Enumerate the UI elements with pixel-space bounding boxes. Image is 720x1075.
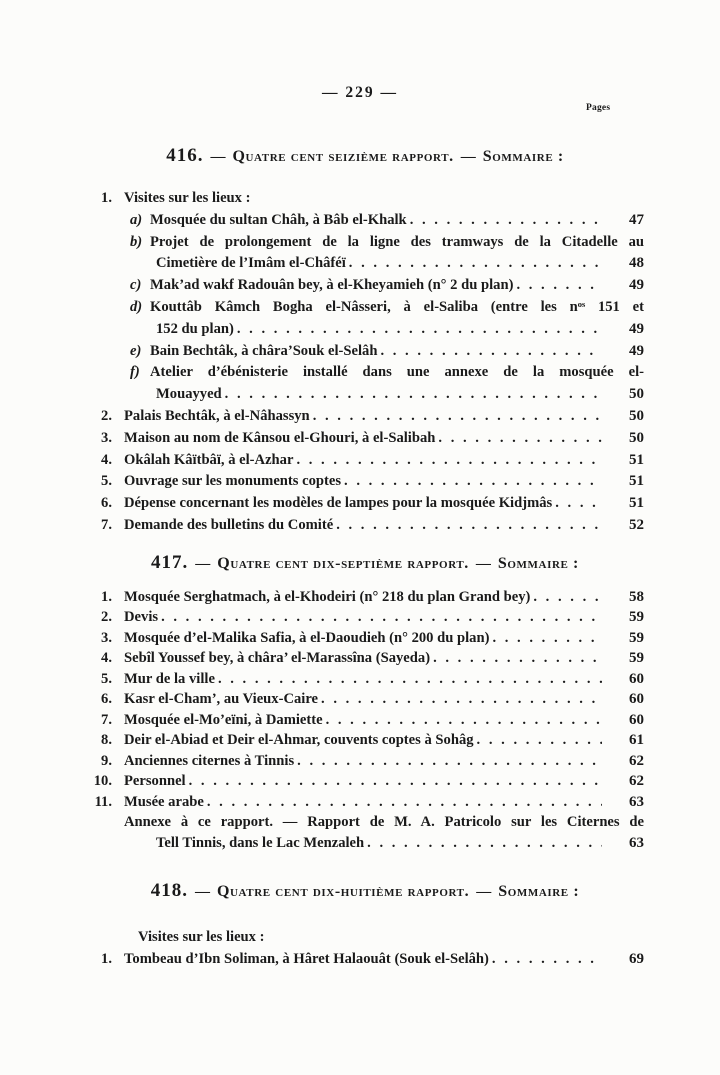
entry-number: 2. (101, 407, 112, 424)
toc-entry (86, 188, 644, 210)
page-ref: 50 (629, 386, 644, 403)
dot-leader (367, 833, 602, 854)
page-ref: 60 (629, 670, 644, 687)
section-heading-416 (86, 145, 644, 167)
pages-column-header: Pages (586, 103, 611, 113)
dot-leader (161, 607, 602, 628)
toc-entry (86, 771, 644, 792)
page-ref: 49 (629, 277, 644, 294)
entry-text: Atelier d’ébénisterie installé dans une annexe de la mosquée el- (150, 364, 644, 381)
entry-number: 6. (101, 691, 112, 708)
dot-leader (207, 792, 602, 813)
entry-number: 3. (101, 629, 112, 646)
toc-entry (86, 232, 644, 254)
entry-text: Ouvrage sur les monuments coptes (124, 473, 342, 490)
toc-entry (86, 669, 644, 690)
toc-entry (86, 751, 644, 772)
toc-entry (86, 628, 644, 649)
toc-list-418 (86, 927, 644, 970)
entry-letter: c) (130, 277, 142, 294)
toc-entry (86, 493, 644, 515)
entry-text: 152 du plan) (156, 320, 234, 337)
entry-number: 5. (101, 670, 112, 687)
toc-entry-annexe (86, 812, 644, 833)
dot-leader (477, 730, 602, 751)
entry-number: 7. (101, 711, 112, 728)
toc-entry-intro (86, 927, 644, 949)
toc-entry (86, 406, 644, 428)
entry-text: Visites sur les lieux : (124, 190, 251, 206)
toc-entry (86, 587, 644, 608)
page-ref: 51 (629, 473, 644, 490)
entry-text: Visites sur les lieux : (138, 929, 265, 946)
report-number: 418. (150, 880, 188, 902)
section-heading-417 (86, 552, 644, 574)
entry-text: Cimetière de l’Imâm el-Châféï (156, 255, 346, 272)
dash-separator: — (475, 555, 491, 572)
page-ref: 62 (629, 752, 644, 769)
page-ref: 52 (629, 516, 644, 533)
toc-entry (86, 710, 644, 731)
toc-entry (86, 648, 644, 669)
entry-letter: f) (130, 364, 140, 381)
entry-number: 1. (101, 588, 112, 605)
toc-entry (86, 730, 644, 751)
page-ref: 48 (629, 255, 644, 272)
entry-number: 4. (101, 650, 112, 667)
dot-leader (492, 628, 602, 649)
report-title: Quatre cent dix-septième rapport. (217, 554, 469, 572)
dash-separator: — (195, 555, 211, 572)
entry-text: Projet de prolongement de la ligne des tramways de la Citadelle au (150, 233, 644, 250)
entry-text: Mosquée d’el-Malika Safia, à el-Daoudieh (n° 200 du plan) (124, 629, 490, 646)
dot-leader (218, 669, 602, 690)
toc-entry (86, 341, 644, 363)
dash-separator: — (476, 884, 492, 901)
entry-text: Mur de la ville (124, 670, 215, 687)
entry-number: 8. (101, 732, 112, 749)
entry-text: Kouttâb Kâmch Bogha el-Nâsseri, à el-Saliba (entre les nᵒˢ 151 et (150, 298, 644, 315)
dot-leader (296, 450, 602, 472)
entry-number: 1. (101, 190, 112, 206)
entry-text: Musée arabe (124, 793, 204, 810)
toc-entry (86, 515, 644, 537)
dot-leader (516, 275, 602, 297)
toc-entry (86, 471, 644, 493)
toc-entry-continuation (86, 833, 644, 854)
entry-text: Bain Bechtâk, à châra’Souk el-Selâh (150, 342, 378, 359)
dot-leader (237, 319, 602, 341)
entry-letter: a) (130, 211, 143, 228)
toc-entry-continuation (86, 319, 644, 341)
dot-leader (380, 341, 602, 363)
dot-leader (492, 949, 602, 971)
entry-text: Annexe à ce rapport. — Rapport de M. A. Patricolo sur les Citernes de (124, 814, 644, 831)
entry-number: 1. (101, 950, 112, 967)
dot-leader (225, 384, 602, 406)
page-ref: 59 (629, 609, 644, 626)
dot-leader (313, 406, 602, 428)
page-ref: 63 (629, 834, 644, 851)
entry-text: Okâlah Kâïtbâï, à el-Azhar (124, 451, 294, 468)
toc-list-417 (86, 587, 644, 854)
page-ref: 60 (629, 711, 644, 728)
page-ref: 50 (629, 429, 644, 446)
page-ref: 47 (629, 211, 644, 228)
toc-entry (86, 792, 644, 813)
page-ref: 60 (629, 691, 644, 708)
page-ref: 49 (629, 342, 644, 359)
dot-leader (189, 771, 602, 792)
dot-leader (297, 751, 602, 772)
entry-text: Maison au nom de Kânsou el-Ghouri, à el-Salibah (124, 429, 436, 446)
entry-text: Mouayyed (156, 386, 222, 403)
dot-leader (349, 253, 602, 275)
page-ref: 63 (629, 793, 644, 810)
toc-entry-continuation (86, 253, 644, 275)
sommaire-label: Sommaire : (497, 554, 579, 572)
entry-number: 3. (101, 429, 112, 446)
entry-number: 9. (101, 752, 112, 769)
page-ref: 49 (629, 320, 644, 337)
report-section-416 (86, 145, 644, 537)
folio-page-number: — 229 — (322, 84, 398, 101)
report-title: Quatre cent dix-huitième rapport. (216, 883, 470, 901)
entry-number: 4. (101, 451, 112, 468)
table-of-contents (86, 145, 644, 970)
dot-leader (321, 689, 602, 710)
dot-leader (555, 493, 602, 515)
dot-leader (336, 515, 602, 537)
entry-text: Dépense concernant les modèles de lampes pour la mosquée Kidjmâs (124, 495, 553, 512)
entry-number: 6. (101, 495, 112, 512)
page-ref: 62 (629, 773, 644, 790)
entry-text: Tell Tinnis, dans le Lac Menzaleh (156, 834, 365, 851)
entry-text: Kasr el-Cham’, au Vieux-Caire (124, 691, 319, 708)
report-number: 417. (151, 551, 189, 573)
report-number: 416. (166, 145, 204, 166)
entry-number: 5. (101, 473, 112, 490)
entry-text: Personnel (124, 773, 186, 790)
entry-text: Anciennes citernes à Tinnis (124, 752, 295, 769)
report-title: Quatre cent seizième rapport. (232, 148, 454, 165)
entry-text: Tombeau d’Ibn Soliman, à Hâret Halaouât (Souk el-Selâh) (124, 950, 489, 967)
entry-text: Mosquée du sultan Châh, à Bâb el-Khalk (150, 211, 407, 228)
toc-entry (86, 949, 644, 971)
entry-text: Demande des bulletins du Comité (124, 516, 334, 533)
dash-separator: — (194, 884, 210, 901)
dot-leader (326, 710, 602, 731)
page-ref: 69 (629, 950, 644, 967)
entry-text: Sebîl Youssef bey, à châra’ el-Marassîna (Sayeda) (124, 650, 431, 667)
dot-leader (344, 471, 602, 493)
sommaire-label: Sommaire : (482, 148, 564, 165)
report-section-418 (86, 880, 644, 970)
toc-entry (86, 607, 644, 628)
entry-number: 7. (101, 516, 112, 533)
page-ref: 51 (629, 451, 644, 468)
dot-leader (410, 210, 602, 232)
page-ref: 51 (629, 495, 644, 512)
toc-entry (86, 428, 644, 450)
entry-text: Mosquée Serghatmach, à el-Khodeiri (n° 218 du plan Grand bey) (124, 588, 531, 605)
toc-entry (86, 275, 644, 297)
page-ref: 50 (629, 407, 644, 424)
entry-letter: d) (130, 298, 143, 315)
page-ref: 59 (629, 629, 644, 646)
entry-text: Mak’ad wakf Radouân bey, à el-Kheyamieh (n° 2 du plan) (150, 277, 514, 294)
dot-leader (438, 428, 602, 450)
page-ref: 61 (629, 732, 644, 749)
entry-text: Palais Bechtâk, à el-Nâhassyn (124, 407, 310, 424)
entry-letter: e) (130, 342, 142, 359)
section-heading-418 (86, 880, 644, 902)
dot-leader (533, 587, 602, 608)
entry-number: 10. (93, 773, 112, 790)
entry-text: Devis (124, 609, 159, 626)
toc-entry (86, 450, 644, 472)
toc-entry (86, 210, 644, 232)
page-ref: 59 (629, 650, 644, 667)
entry-number: 2. (101, 609, 112, 626)
toc-entry (86, 689, 644, 710)
entry-text: Mosquée el-Mo’eïni, à Damiette (124, 711, 323, 728)
dash-separator: — (210, 149, 226, 165)
entry-number: 11. (94, 793, 112, 810)
entry-text: Deir el-Abiad et Deir el-Ahmar, couvents coptes à Sohâg (124, 732, 474, 749)
page-ref: 58 (629, 588, 644, 605)
sommaire-label: Sommaire : (498, 883, 580, 901)
toc-entry (86, 297, 644, 319)
entry-letter: b) (130, 233, 143, 250)
toc-list-416 (86, 188, 644, 537)
dot-leader (433, 648, 602, 669)
toc-entry (86, 362, 644, 384)
report-section-417 (86, 552, 644, 854)
dash-separator: — (460, 149, 476, 165)
toc-entry-continuation (86, 384, 644, 406)
